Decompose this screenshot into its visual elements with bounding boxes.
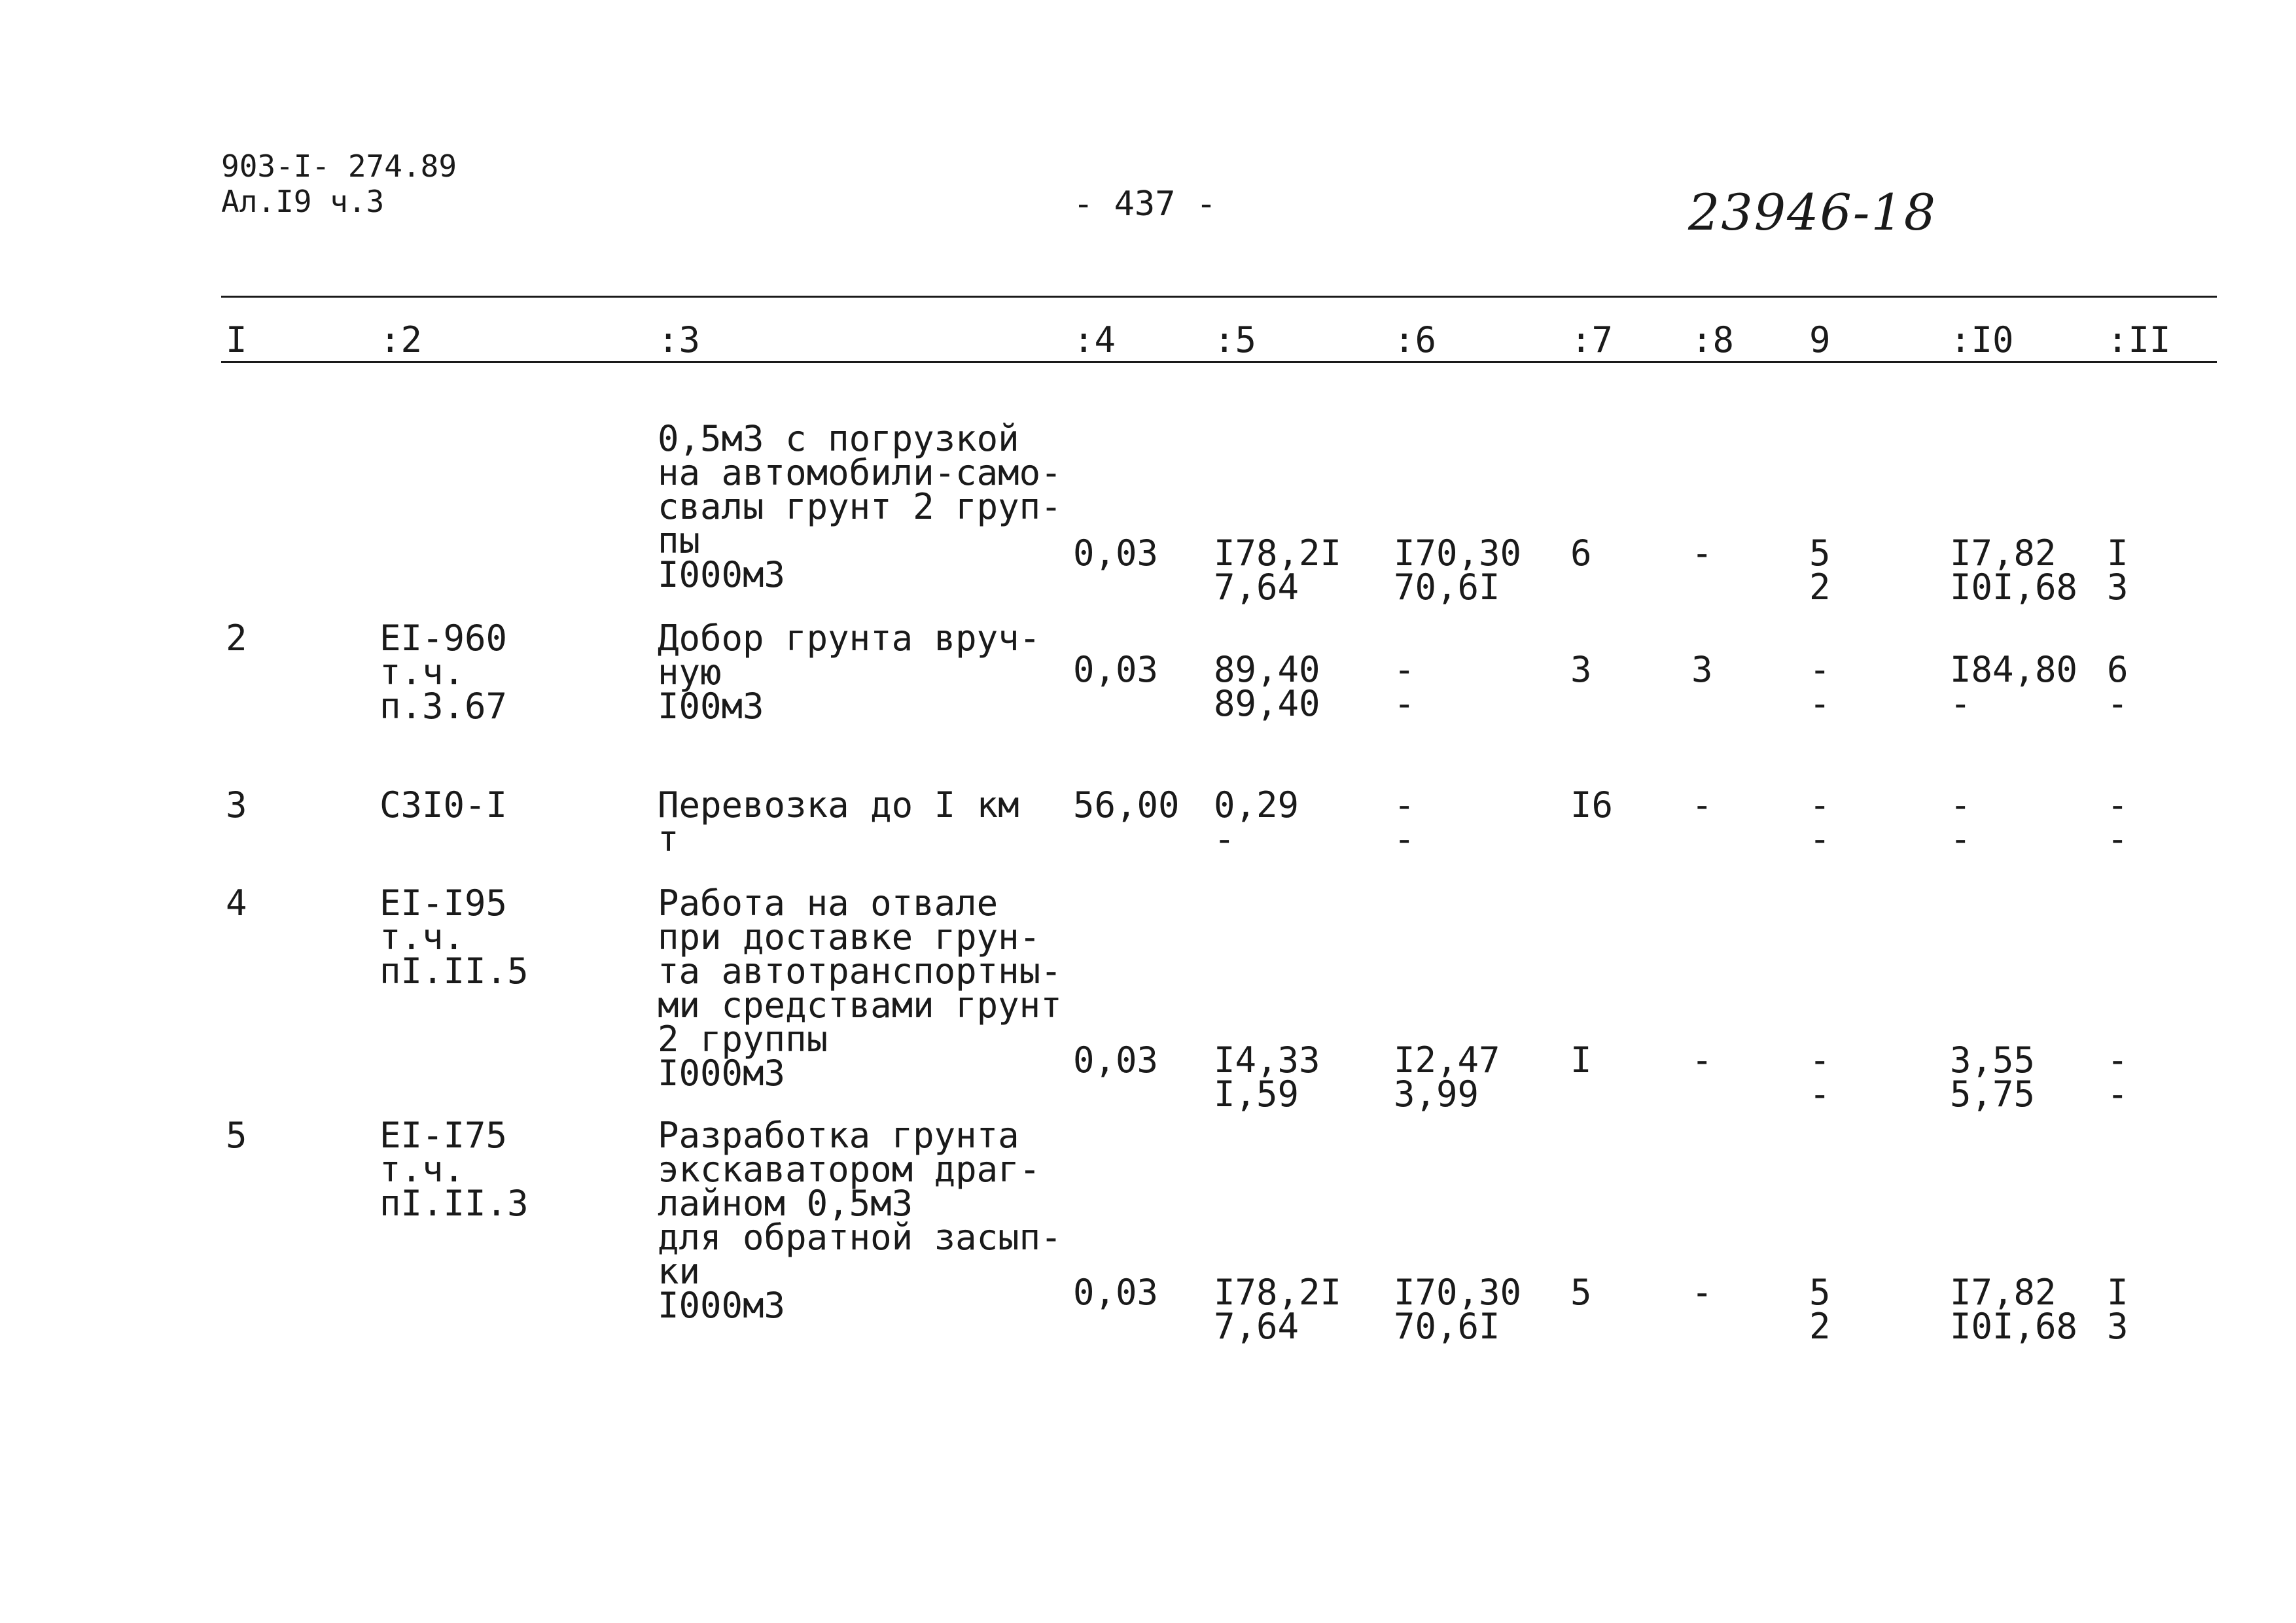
col-9-value-line: -	[1809, 1073, 1831, 1115]
work-description-line: 0,5м3 с погрузкой	[658, 418, 1019, 459]
work-description-line: свалы грунт 2 груп-	[658, 486, 1062, 527]
norm-code-line: п.3.67	[380, 686, 508, 727]
norm-code	[380, 1115, 529, 1224]
album-label: Ал.I9 ч.3	[221, 184, 385, 219]
work-description-line: на автомобили-само-	[658, 452, 1062, 493]
machine-cost-line: 3,99	[1394, 1073, 1479, 1115]
column-header-5: :5	[1214, 319, 1257, 360]
col-7-value: I	[1570, 1039, 1592, 1081]
col-11-value-line: -	[2107, 784, 2128, 826]
norm-code-line: т.ч.	[380, 916, 465, 958]
work-description-line: та автотранспортны-	[658, 951, 1062, 992]
unit-cost	[1214, 1272, 1342, 1347]
col-7-value: 5	[1570, 1272, 1592, 1313]
work-description-line: 2 группы	[658, 1019, 828, 1060]
column-header-10: :I0	[1950, 319, 2014, 360]
column-header-8: :8	[1691, 319, 1735, 360]
unit-cost-line: I78,2I	[1214, 1272, 1342, 1313]
col-11-value-line: -	[2107, 683, 2128, 724]
col-11-value	[2107, 1039, 2128, 1115]
work-description-line: ную	[658, 652, 722, 693]
work-description-line: Добор грунта вруч-	[658, 618, 1041, 659]
row-number: 4	[226, 882, 247, 924]
col-9-value	[1809, 532, 1831, 608]
norm-code-line: EI-I95	[380, 882, 508, 924]
col-8-value: 3	[1691, 649, 1713, 690]
col-8-value: -	[1691, 784, 1713, 826]
col-10-value-line: I7,82	[1950, 532, 2057, 574]
work-description-line: Перевозка до I км	[658, 784, 1019, 826]
column-header-9: 9	[1809, 319, 1831, 360]
col-7-value: I6	[1570, 784, 1614, 826]
machine-cost-line: -	[1394, 818, 1415, 860]
col-8-value: -	[1691, 1272, 1713, 1313]
col-10-value-line: -	[1950, 818, 1971, 860]
work-description-line: при доставке грун-	[658, 916, 1041, 958]
machine-cost	[1394, 532, 1522, 608]
machine-cost	[1394, 649, 1415, 724]
col-11-value-line: -	[2107, 818, 2128, 860]
unit-cost-line: 7,64	[1214, 1306, 1299, 1347]
norm-code-line: C3I0-I	[380, 784, 508, 826]
work-description-line: т	[658, 818, 679, 860]
col-7-value: 3	[1570, 649, 1592, 690]
work-description	[658, 784, 1019, 860]
unit-cost	[1214, 649, 1320, 724]
col-10-value-line: 3,55	[1950, 1039, 2036, 1081]
unit-cost	[1214, 1039, 1320, 1115]
document-code: 903-I- 274.89	[221, 148, 457, 184]
unit-cost	[1214, 532, 1342, 608]
col-10-value-line: I0I,68	[1950, 567, 2078, 608]
machine-cost-line: 70,6I	[1394, 567, 1500, 608]
machine-cost-line: I70,30	[1394, 1272, 1522, 1313]
column-header-6: :6	[1394, 319, 1437, 360]
table-top-rule	[221, 296, 2217, 298]
col-11-value	[2107, 1272, 2128, 1347]
col-10-value-line: I0I,68	[1950, 1306, 2078, 1347]
quantity: 0,03	[1073, 1272, 1159, 1313]
unit-cost	[1214, 784, 1299, 860]
col-11-value-line: 6	[2107, 649, 2128, 690]
col-9-value-line: -	[1809, 649, 1831, 690]
col-10-value-line: -	[1950, 683, 1971, 724]
work-description-line: пы	[658, 520, 701, 561]
work-description-line: I000м3	[658, 554, 786, 595]
machine-cost-line: 70,6I	[1394, 1306, 1500, 1347]
col-8-value: -	[1691, 532, 1713, 574]
work-description-line: Разработка грунта	[658, 1115, 1019, 1156]
col-9-value-line: 2	[1809, 1306, 1831, 1347]
col-11-value-line: -	[2107, 1073, 2128, 1115]
unit-cost-line: 7,64	[1214, 567, 1299, 608]
machine-cost	[1394, 784, 1415, 860]
col-9-value	[1809, 1272, 1831, 1347]
col-9-value	[1809, 1039, 1831, 1115]
work-description-line: экскаватором драг-	[658, 1149, 1041, 1190]
norm-code-line: EI-I75	[380, 1115, 508, 1156]
col-9-value-line: -	[1809, 818, 1831, 860]
norm-code-line: т.ч.	[380, 1149, 465, 1190]
norm-code	[380, 618, 508, 727]
column-header-11: :II	[2107, 319, 2171, 360]
work-description-line: Работа на отвале	[658, 882, 998, 924]
table-header-rule	[221, 361, 2217, 363]
work-description-line: I00м3	[658, 686, 764, 727]
machine-cost-line: -	[1394, 649, 1415, 690]
norm-code	[380, 882, 529, 992]
col-10-value-line: I84,80	[1950, 649, 2078, 690]
norm-code-line: пI.II.5	[380, 951, 529, 992]
col-8-value: -	[1691, 1039, 1713, 1081]
col-10-value	[1950, 1272, 2078, 1347]
machine-cost-line: -	[1394, 784, 1415, 826]
quantity: 56,00	[1073, 784, 1180, 826]
norm-code-line: пI.II.3	[380, 1183, 529, 1224]
work-description-line: ми средствами грунт	[658, 985, 1062, 1026]
work-description-line: для обратной засып-	[658, 1217, 1062, 1258]
unit-cost-line: I78,2I	[1214, 532, 1342, 574]
col-11-value-line: I	[2107, 532, 2128, 574]
handwritten-number: 23946-18	[1688, 183, 1937, 241]
col-9-value-line: 5	[1809, 1272, 1831, 1313]
unit-cost-line: 0,29	[1214, 784, 1299, 826]
col-11-value	[2107, 649, 2128, 724]
work-description	[658, 1115, 1062, 1326]
col-11-value-line: 3	[2107, 567, 2128, 608]
machine-cost-line: -	[1394, 683, 1415, 724]
machine-cost-line: I2,47	[1394, 1039, 1500, 1081]
col-9-value-line: 2	[1809, 567, 1831, 608]
col-9-value	[1809, 784, 1831, 860]
machine-cost	[1394, 1272, 1522, 1347]
quantity: 0,03	[1073, 649, 1159, 690]
row-number: 2	[226, 618, 247, 659]
col-11-value-line: I	[2107, 1272, 2128, 1313]
work-description-line: I000м3	[658, 1285, 786, 1326]
col-10-value	[1950, 784, 1971, 860]
col-11-value-line: -	[2107, 1039, 2128, 1081]
col-9-value-line: -	[1809, 683, 1831, 724]
col-11-value-line: 3	[2107, 1306, 2128, 1347]
unit-cost-line: 89,40	[1214, 683, 1320, 724]
col-7-value: 6	[1570, 532, 1592, 574]
work-description	[658, 618, 1041, 727]
col-11-value	[2107, 784, 2128, 860]
col-10-value	[1950, 1039, 2036, 1115]
machine-cost	[1394, 1039, 1500, 1115]
work-description	[658, 882, 1062, 1094]
column-header-3: :3	[658, 319, 701, 360]
norm-code-line: т.ч.	[380, 652, 465, 693]
quantity: 0,03	[1073, 1039, 1159, 1081]
norm-code	[380, 784, 508, 826]
col-10-value-line: I7,82	[1950, 1272, 2057, 1313]
col-9-value-line: 5	[1809, 532, 1831, 574]
row-number: 3	[226, 784, 247, 826]
unit-cost-line: I,59	[1214, 1073, 1299, 1115]
col-9-value-line: -	[1809, 784, 1831, 826]
work-description-line: ки	[658, 1251, 701, 1292]
unit-cost-line: 89,40	[1214, 649, 1320, 690]
page-number: - 437 -	[1073, 184, 1217, 224]
column-header-1: I	[226, 319, 247, 360]
work-description	[658, 418, 1062, 595]
row-number: 5	[226, 1115, 247, 1156]
col-10-value-line: 5,75	[1950, 1073, 2036, 1115]
quantity: 0,03	[1073, 532, 1159, 574]
unit-cost-line: -	[1214, 818, 1235, 860]
col-9-value-line: -	[1809, 1039, 1831, 1081]
column-header-4: :4	[1073, 319, 1116, 360]
norm-code-line: EI-960	[380, 618, 508, 659]
work-description-line: лайном 0,5м3	[658, 1183, 913, 1224]
col-10-value-line: -	[1950, 784, 1971, 826]
column-header-2: :2	[380, 319, 423, 360]
col-10-value	[1950, 649, 2078, 724]
work-description-line: I000м3	[658, 1053, 786, 1094]
machine-cost-line: I70,30	[1394, 532, 1522, 574]
col-10-value	[1950, 532, 2078, 608]
column-header-7: :7	[1570, 319, 1614, 360]
col-11-value	[2107, 532, 2128, 608]
unit-cost-line: I4,33	[1214, 1039, 1320, 1081]
col-9-value	[1809, 649, 1831, 724]
